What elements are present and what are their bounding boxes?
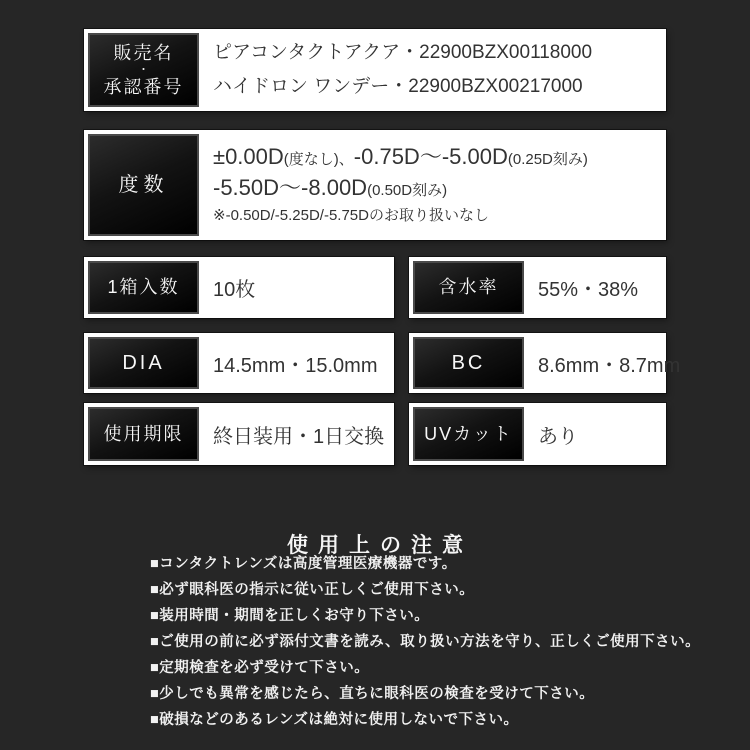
dia-label-plate (88, 337, 199, 389)
water-content-value: 55%・38% (538, 279, 639, 301)
power-range-line1 (213, 141, 662, 172)
power-range-a: -0.75D〜-5.00D (353, 144, 508, 170)
usage-period-label: 使用期限 (103, 423, 184, 444)
uv-cut-value-area (524, 407, 662, 461)
power-value (199, 134, 662, 236)
power-range-line2 (213, 172, 662, 203)
spec-row-bc (409, 333, 681, 393)
water-content-value-area (524, 261, 662, 314)
approval-value (199, 33, 662, 107)
uv-cut-value: あり (538, 425, 578, 448)
precautions-title: 使用上の注意 (287, 534, 473, 558)
spec-row-usage-period (84, 403, 394, 465)
power-step-a: (0.25D刻み) (507, 151, 588, 169)
power-label-plate (88, 134, 199, 236)
approval-label-dot: ・ (138, 63, 149, 76)
box-count-label-plate (88, 261, 199, 314)
usage-period-value-area (199, 407, 390, 461)
box-count-value: 10枚 (213, 279, 256, 301)
spec-row-water-content (409, 257, 666, 318)
spec-row-uv-cut (409, 403, 666, 465)
usage-period-value: 終日装用・1日交換 (213, 425, 385, 448)
dia-label: DIA (122, 351, 165, 374)
approval-product-1: ピアコンタクトアクア・22900BZX00118000 (213, 41, 593, 63)
approval-product-2: ハイドロン ワンデー・22900BZX00217000 (213, 76, 583, 97)
precautions-list (150, 557, 700, 739)
water-content-label-plate (413, 261, 524, 314)
precaution-item: ■装用時間・期間を正しくお守り下さい。 (150, 608, 430, 624)
power-plano-note: (度なし)、 (283, 151, 354, 169)
spec-row-dia (84, 333, 394, 393)
dia-value-area (199, 337, 390, 389)
uv-cut-label-plate (413, 407, 524, 461)
box-count-value-area (199, 261, 390, 314)
precaution-item: ■必ず眼科医の指示に従い正しくご使用下さい。 (150, 582, 475, 598)
approval-label-line2: 承認番号 (103, 76, 184, 97)
bc-label-plate (413, 337, 524, 389)
power-exclusion-note: ※-0.50D/-5.25D/-5.75Dのお取り扱いなし (213, 207, 489, 225)
bc-value-area (524, 337, 680, 389)
spec-row-box-count (84, 257, 394, 318)
bc-value: 8.6mm・8.7mm (538, 354, 681, 377)
box-count-label: 1箱入数 (107, 277, 180, 298)
power-step-b: (0.50D刻み) (367, 182, 448, 200)
usage-period-label-plate (88, 407, 199, 461)
precaution-item: ■コンタクトレンズは高度管理医療機器です。 (150, 556, 457, 572)
precaution-item: ■ご使用の前に必ず添付文書を読み、取り扱い方法を守り、正しくご使用下さい。 (150, 634, 701, 650)
precaution-item: ■定期検査を必ず受けて下さい。 (150, 660, 370, 676)
approval-label-plate (88, 33, 199, 107)
spec-row-power (84, 130, 666, 240)
precaution-item: ■破損などのあるレンズは絶対に使用しないで下さい。 (150, 712, 519, 728)
dia-value: 14.5mm・15.0mm (213, 354, 378, 377)
water-content-label: 含水率 (438, 277, 499, 298)
precaution-item: ■少しでも異常を感じたら、直ちに眼科医の検査を受けて下さい。 (150, 686, 595, 702)
bc-label: BC (451, 351, 486, 374)
uv-cut-label: UVカット (424, 423, 513, 444)
power-range-b: -5.50D〜-8.00D (213, 175, 368, 201)
spec-row-approval (84, 29, 666, 111)
power-label: 度数 (118, 173, 169, 196)
power-plano: ±0.00D (213, 144, 284, 170)
approval-label-line1: 販売名 (113, 43, 174, 63)
